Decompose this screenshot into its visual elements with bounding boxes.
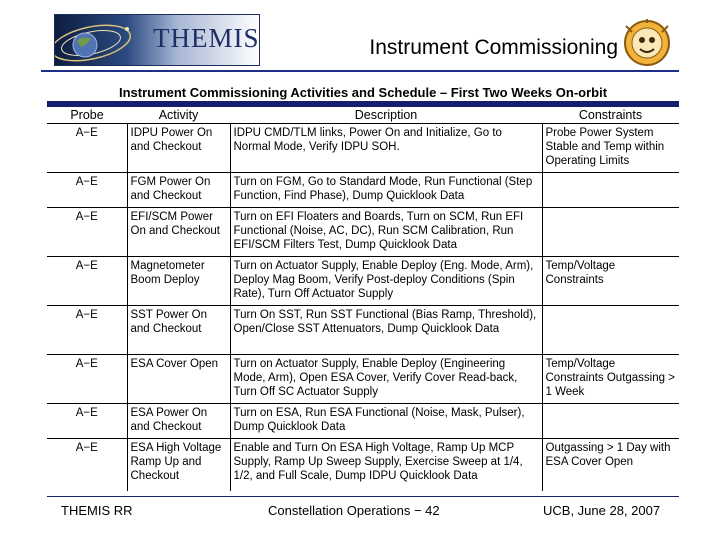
- cell-activity: IDPU Power On and Checkout: [127, 124, 230, 173]
- table-row: [47, 124, 679, 173]
- cell-probe: A−E: [47, 306, 127, 355]
- table-row: [47, 404, 679, 439]
- cell-description: Enable and Turn On ESA High Voltage, Ramp Up MCP Supply, Ramp Up Sweep Supply, Exercise Sweep at 1/4, 1/2, and Full Scale, Dump IDPU Quicklook Data: [230, 439, 542, 491]
- cell-probe: A−E: [47, 208, 127, 257]
- cell-description: Turn On SST, Run SST Functional (Bias Ramp, Threshold), Open/Close SST Attenuators, Dump Quicklook Data: [230, 306, 542, 355]
- cell-activity: ESA Cover Open: [127, 355, 230, 404]
- cell-constraints: [542, 306, 679, 355]
- cell-description: Turn on Actuator Supply, Enable Deploy (Eng. Mode, Arm), Deploy Mag Boom, Verify Post-deploy Conditions (Spin Rate), Turn Off Actuator Supply: [230, 257, 542, 306]
- col-header-description: Description: [354, 108, 418, 122]
- title-rule: [41, 70, 679, 72]
- logo-text: THEMIS: [153, 23, 260, 53]
- table-row: [47, 306, 679, 355]
- table-row: [47, 208, 679, 257]
- cell-activity: ESA Power On and Checkout: [127, 404, 230, 439]
- cell-probe: A−E: [47, 257, 127, 306]
- table-row: [47, 173, 679, 208]
- footer-left: THEMIS RR: [61, 503, 133, 518]
- cell-description: Turn on Actuator Supply, Enable Deploy (Engineering Mode, Arm), Open ESA Cover, Verify Cover Read-back, Turn Off SC Actuator Supply: [230, 355, 542, 404]
- cell-activity: ESA High Voltage Ramp Up and Checkout: [127, 439, 230, 491]
- table-header-row: [47, 107, 679, 124]
- cell-constraints: [542, 173, 679, 208]
- cell-description: Turn on EFI Floaters and Boards, Turn on SCM, Run EFI Functional (Noise, AC, DC), Run SCM Calibration, Run EFI/SCM Filters Test, Dump Quicklook Data: [230, 208, 542, 257]
- cell-probe: A−E: [47, 355, 127, 404]
- cell-constraints: [542, 404, 679, 439]
- cell-activity: SST Power On and Checkout: [127, 306, 230, 355]
- schedule-title: Instrument Commissioning Activities and Schedule – First Two Weeks On-orbit: [118, 85, 608, 100]
- cell-constraints: Temp/Voltage Constraints Outgassing > 1 Week: [542, 355, 679, 404]
- themis-logo: [54, 14, 260, 66]
- cell-description: Turn on FGM, Go to Standard Mode, Run Functional (Step Function, Find Phase), Dump Quicklook Data: [230, 173, 542, 208]
- cell-activity: FGM Power On and Checkout: [127, 173, 230, 208]
- footer-center: Constellation Operations − 42: [268, 503, 440, 518]
- page-title: Instrument Commissioning: [369, 36, 618, 59]
- cell-constraints: Temp/Voltage Constraints: [542, 257, 679, 306]
- cell-activity: EFI/SCM Power On and Checkout: [127, 208, 230, 257]
- table-row: [47, 355, 679, 404]
- cell-probe: A−E: [47, 124, 127, 173]
- footer-rule: [47, 496, 679, 497]
- cell-probe: A−E: [47, 439, 127, 491]
- cell-activity: Magnetometer Boom Deploy: [127, 257, 230, 306]
- table-row: [47, 257, 679, 306]
- footer-right: UCB, June 28, 2007: [543, 503, 661, 518]
- col-header-probe: Probe: [70, 108, 104, 122]
- cell-constraints: Outgassing > 1 Day with ESA Cover Open: [542, 439, 679, 491]
- col-header-constraints: Constraints: [578, 108, 643, 122]
- cell-probe: A−E: [47, 173, 127, 208]
- cell-constraints: [542, 208, 679, 257]
- cell-probe: A−E: [47, 404, 127, 439]
- commissioning-table: [47, 107, 679, 491]
- table-row: [47, 439, 679, 491]
- col-header-activity: Activity: [158, 108, 199, 122]
- cell-description: IDPU CMD/TLM links, Power On and Initialize, Go to Normal Mode, Verify IDPU SOH.: [230, 124, 542, 173]
- mission-patch-icon: [622, 18, 672, 68]
- cell-constraints: Probe Power System Stable and Temp within Operating Limits: [542, 124, 679, 173]
- cell-description: Turn on ESA, Run ESA Functional (Noise, Mask, Pulser), Dump Quicklook Data: [230, 404, 542, 439]
